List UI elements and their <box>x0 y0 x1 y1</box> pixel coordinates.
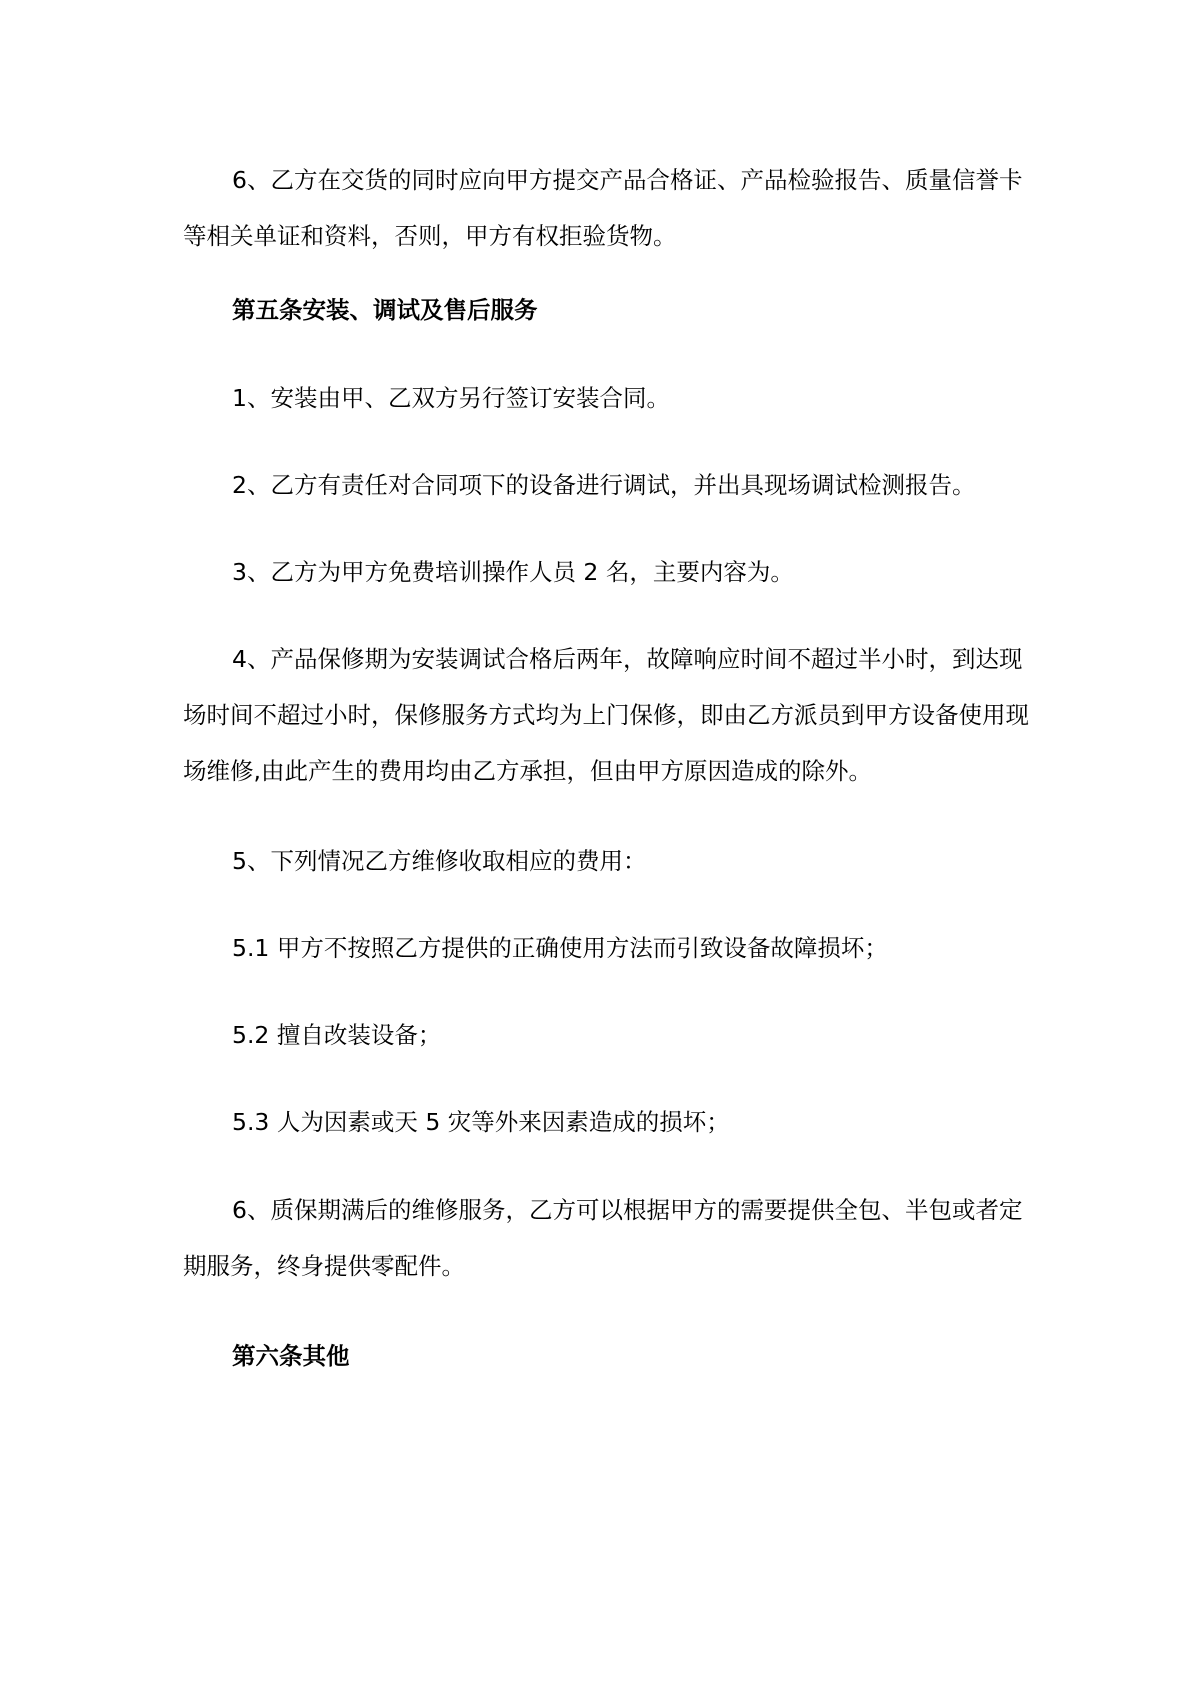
clause-4-item-6: 6、乙方在交货的同时应向甲方提交产品合格证、产品检验报告、质量信誉卡等相关单证和资料，否则，甲方有权拒验货物。 <box>183 166 1023 250</box>
clause-5-item-5-2: 5.2 擅自改装设备； <box>232 1021 442 1049</box>
section-heading-article-5: 第五条安装、调试及售后服务 <box>232 296 538 324</box>
clause-5-item-5-3: 5.3 人为因素或天 5 灾等外来因素造成的损坏； <box>232 1108 730 1136</box>
clause-5-item-5-1: 5.1 甲方不按照乙方提供的正确使用方法而引致设备故障损坏； <box>232 934 888 962</box>
clause-5-item-6: 6、质保期满后的维修服务，乙方可以根据甲方的需要提供全包、半包或者定期服务，终身提供零配件。 <box>183 1196 1023 1280</box>
clause-5-item-2: 2、乙方有责任对合同项下的设备进行调试，并出具现场调试检测报告。 <box>232 471 976 499</box>
section-heading-article-6: 第六条其他 <box>232 1342 350 1370</box>
clause-5-item-3: 3、乙方为甲方免费培训操作人员 2 名，主要内容为。 <box>232 558 794 586</box>
clause-5-item-5: 5、下列情况乙方维修收取相应的费用： <box>232 847 647 875</box>
clause-5-item-1: 1、安装由甲、乙双方另行签订安装合同。 <box>232 384 670 412</box>
clause-5-item-4: 4、产品保修期为安装调试合格后两年，故障响应时间不超过半小时，到达现场时间不超过小时，保修服务方式均为上门保修，即由乙方派员到甲方设备使用现场维修,由此产生的费用均由乙方承担，但由甲方原因造成的除外。 <box>183 645 1029 785</box>
